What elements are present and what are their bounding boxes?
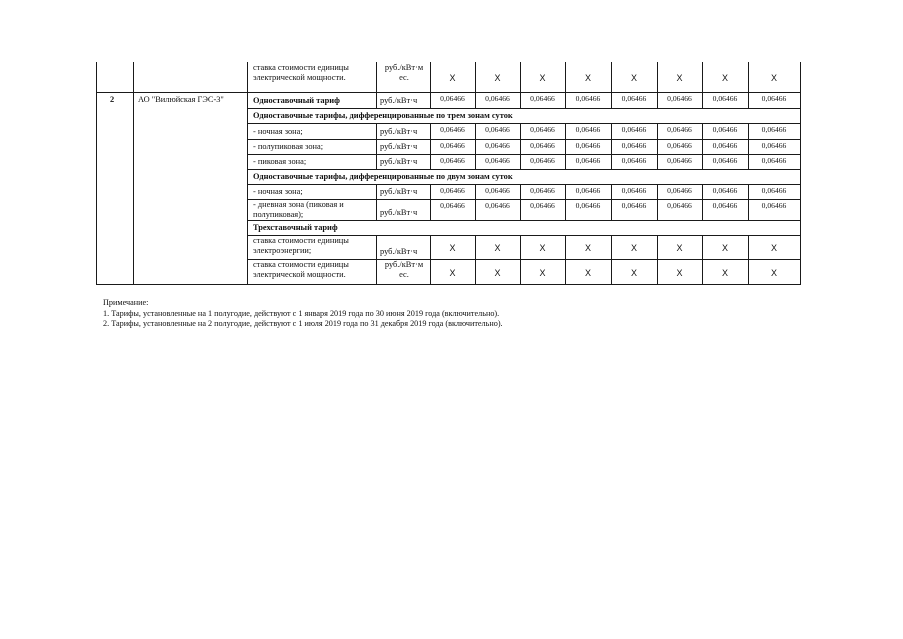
tariff-value: Х (449, 243, 456, 253)
tariff-name: - пиковая зона; (253, 157, 307, 166)
column-divider (376, 62, 377, 92)
tariff-value: 0,06466 (530, 156, 555, 165)
table-border-right (800, 62, 801, 284)
tariff-value: 0,06466 (761, 94, 787, 103)
tariff-value: Х (630, 73, 637, 83)
notes-title: Примечание: (103, 298, 149, 307)
tariff-value: 0,06466 (621, 94, 647, 103)
section-header: Трехставочный тариф (253, 223, 338, 232)
tariff-value: 0,06466 (575, 94, 601, 103)
unit-label: руб./кВт·ч (380, 96, 418, 105)
tariff-value: Х (539, 267, 546, 278)
row-divider (247, 139, 800, 140)
tariff-value: Х (584, 267, 591, 278)
tariff-value: 0,06466 (667, 141, 692, 150)
table-border-left (96, 62, 97, 284)
tariff-value: 0,06466 (440, 186, 465, 195)
row-divider (247, 184, 800, 185)
column-divider (376, 139, 377, 154)
tariff-value: 0,06466 (575, 141, 601, 150)
tariff-value: 0,06466 (667, 94, 692, 103)
tariff-value: 0,06466 (712, 141, 738, 150)
tariff-name: - дневная зона (пиковая и полупиковая); (253, 200, 344, 219)
column-divider (247, 62, 248, 284)
unit-label: руб./кВт·ч (380, 187, 418, 196)
tariff-value: Х (539, 73, 546, 83)
tariff-value: 0,06466 (712, 94, 738, 103)
tariff-name: - полупиковая зона; (253, 142, 324, 151)
tariff-value: 0,06466 (761, 125, 787, 134)
tariff-value: 0,06466 (712, 186, 738, 195)
tariff-value: 0,06466 (530, 201, 555, 210)
tariff-value: 0,06466 (761, 201, 787, 210)
unit-label: руб./кВт·ч (380, 208, 418, 217)
tariff-value: 0,06466 (485, 94, 510, 103)
tariff-value: 0,06466 (761, 186, 787, 195)
note-item-2: 2. Тарифы, установленные на 2 полугодие, действуют с 1 июля 2019 года по 31 декабря 2019 года (включительно). (103, 319, 503, 328)
tariff-value: 0,06466 (485, 201, 510, 210)
tariff-name: ставка стоимости единицы электрической мощности. (253, 260, 349, 279)
tariff-value: Х (494, 73, 501, 83)
tariff-value: 0,06466 (530, 94, 555, 103)
tariff-value: Х (494, 267, 501, 278)
tariff-value: 0,06466 (440, 125, 465, 134)
tariff-value: 0,06466 (575, 201, 601, 210)
notes (103, 298, 823, 330)
note-item-1: 1. Тарифы, установленные на 1 полугодие, действуют с 1 января 2019 года по 30 июня 2019 года (включительно). (103, 308, 500, 318)
tariff-value: Х (721, 243, 728, 253)
column-divider (376, 184, 377, 199)
tariff-value: 0,06466 (485, 156, 510, 165)
tariff-value: Х (584, 73, 591, 83)
section-header: Одноставочные тарифы, дифференцированные по трем зонам суток (253, 111, 513, 120)
row-divider (247, 154, 800, 155)
tariff-value: Х (770, 243, 777, 253)
tariff-value: Х (770, 73, 777, 83)
tariff-value: 0,06466 (621, 186, 647, 195)
column-divider (376, 235, 377, 259)
row-divider (247, 220, 800, 221)
row-divider (247, 123, 800, 124)
tariff-value: Х (721, 73, 728, 83)
row-divider (247, 108, 800, 109)
tariff-value: Х (494, 243, 501, 253)
tariff-name: ставка стоимости единицы электрической мощности. (253, 63, 349, 82)
tariff-value: Х (449, 267, 456, 278)
unit-label: руб./кВт·м ес. (384, 63, 424, 82)
tariff-value: 0,06466 (621, 201, 647, 210)
tariff-value: 0,06466 (667, 201, 692, 210)
tariff-value: 0,06466 (667, 125, 692, 134)
tariff-value: Х (721, 267, 728, 278)
tariff-value: 0,06466 (621, 125, 647, 134)
unit-label: руб./кВт·м ес. (384, 260, 424, 279)
tariff-value: 0,06466 (485, 186, 510, 195)
column-divider (376, 92, 377, 108)
tariff-value: 0,06466 (485, 141, 510, 150)
tariff-value: 0,06466 (712, 156, 738, 165)
section-header: Одноставочные тарифы, дифференцированные по двум зонам суток (253, 172, 513, 181)
tariff-value: Х (676, 73, 683, 83)
unit-label: руб./кВт·ч (380, 127, 418, 136)
table-border-bottom (96, 284, 801, 285)
unit-label: руб./кВт·ч (380, 142, 418, 151)
tariff-name: ставка стоимости единицы электроэнергии; (253, 236, 349, 255)
tariff-value: Х (676, 267, 683, 278)
tariff-value: 0,06466 (621, 141, 647, 150)
tariff-value: Х (449, 73, 456, 83)
column-divider (133, 62, 134, 284)
tariff-value: 0,06466 (712, 201, 738, 210)
column-divider (376, 154, 377, 169)
tariff-value: 0,06466 (440, 156, 465, 165)
tariff-value: Х (630, 267, 637, 278)
row-divider (247, 169, 800, 170)
organization-name: АО "Вилюйская ГЭС-3" (138, 95, 224, 104)
tariff-value: 0,06466 (667, 156, 692, 165)
unit-label: руб./кВт·ч (380, 157, 418, 166)
tariff-value: 0,06466 (621, 156, 647, 165)
row-divider (96, 92, 801, 93)
row-number: 2 (110, 95, 115, 104)
tariff-value: 0,06466 (530, 125, 555, 134)
column-divider (376, 123, 377, 139)
tariff-value: Х (539, 243, 546, 253)
tariff-value: Х (770, 267, 777, 278)
tariff-value: 0,06466 (667, 186, 692, 195)
tariff-value: Х (630, 243, 637, 253)
tariff-value: Х (584, 243, 591, 253)
tariff-value: 0,06466 (440, 94, 465, 103)
tariff-value: 0,06466 (575, 186, 601, 195)
tariff-name: - ночная зона; (253, 187, 303, 196)
unit-label: руб./кВт·ч (380, 247, 418, 256)
tariff-name: Одноставочный тариф (253, 96, 340, 105)
tariff-value: 0,06466 (485, 125, 510, 134)
tariff-value: 0,06466 (761, 156, 787, 165)
tariff-value: 0,06466 (575, 125, 601, 134)
tariff-name: - ночная зона; (253, 127, 303, 136)
tariff-value: 0,06466 (530, 186, 555, 195)
tariff-value: 0,06466 (575, 156, 601, 165)
tariff-value: Х (676, 243, 683, 253)
column-divider (376, 199, 377, 220)
tariff-value: 0,06466 (530, 141, 555, 150)
tariff-value: 0,06466 (712, 125, 738, 134)
tariff-value: 0,06466 (440, 141, 465, 150)
column-divider (376, 259, 377, 284)
tariff-value: 0,06466 (761, 141, 787, 150)
tariff-value: 0,06466 (440, 201, 465, 210)
